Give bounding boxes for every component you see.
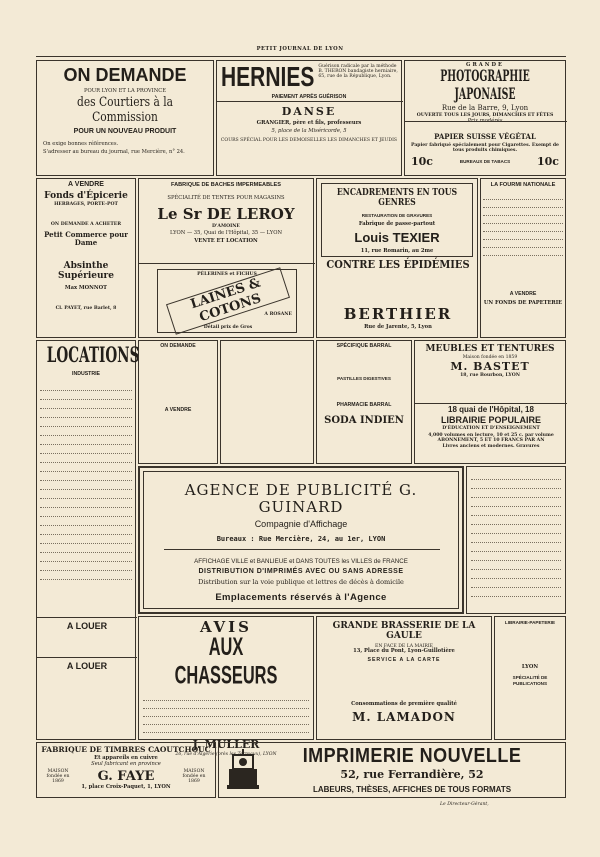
vendre-line5: Max MONNOT bbox=[64, 284, 108, 291]
page-header: PETIT JOURNAL DE LYON bbox=[256, 46, 344, 52]
guinard-inner bbox=[143, 471, 459, 609]
locations-title: LOCATIONS bbox=[46, 343, 140, 369]
mid-vendre: A VENDRE bbox=[164, 406, 192, 413]
guinard-sub: Compagnie d'Affichage bbox=[254, 518, 348, 529]
a-louer-2: A LOUER bbox=[66, 661, 108, 671]
baches-sub: SPÉCIALITÉ DE TENTES POUR MAGASINS bbox=[167, 195, 285, 202]
chasseurs-name: J. MULLER bbox=[192, 737, 260, 751]
fourmi-body bbox=[483, 192, 563, 272]
timbres-sub: Et appareils en cuivre bbox=[94, 754, 158, 761]
ad-brasserie bbox=[316, 616, 492, 740]
pharmacie: PHARMACIE BARRAL bbox=[336, 402, 392, 409]
hernies-title: HERNIES bbox=[221, 62, 315, 93]
epidemies-body bbox=[317, 274, 479, 306]
ad-guinard bbox=[138, 466, 464, 614]
meubles-addr: 18, rue Bourbon, LYON bbox=[460, 373, 520, 379]
ad-chasseurs bbox=[138, 616, 314, 758]
demande-sub3: POUR UN NOUVEAU PRODUIT bbox=[73, 127, 177, 135]
imprimerie-sub: LABEURS, THÈSES, AFFICHES DE TOUS FORMATS bbox=[312, 784, 512, 794]
photo-divider bbox=[405, 121, 567, 122]
maison-left: MAISON fondée en 1869 bbox=[46, 768, 70, 784]
hernies-note: Guérison radicale par la méthode B. THERON bandagiste herniaire, 65, rue de la République, Lyon. bbox=[318, 64, 398, 80]
pelerines: PÈLERINES et FICHUS bbox=[197, 272, 257, 277]
chasseurs-addr: 26, rue d'Algérie (près les Terreaux), LYON bbox=[175, 752, 277, 758]
right-lyon: LYON bbox=[521, 664, 539, 671]
fourmi-vendre: A VENDRE bbox=[509, 291, 537, 298]
librairie-title: LIBRAIRIE POPULAIRE bbox=[440, 415, 541, 426]
ad-baches bbox=[138, 178, 314, 338]
librairie-abonnement: ABONNEMENT, 5 ET 10 FRANCS PAR AN bbox=[437, 438, 545, 444]
danse-line1: GRANGIER, père et fils, professeurs bbox=[256, 119, 362, 126]
printing-press-icon bbox=[223, 747, 263, 793]
imprimerie-addr: 52, rue Ferrandière, 52 bbox=[340, 768, 484, 781]
baches-name-sub: D'AMOINE bbox=[212, 223, 240, 229]
right-body bbox=[495, 625, 565, 665]
maison-right: MAISON fondée en 1869 bbox=[182, 768, 206, 784]
ad-mid-col1 bbox=[138, 340, 218, 464]
brasserie-title: GRANDE BRASSERIE DE LA GAULE bbox=[332, 621, 476, 642]
laines-inner bbox=[157, 269, 297, 333]
rosane: A ROSANE bbox=[264, 312, 292, 317]
fourmi-title: LA FOURMI NATIONALE bbox=[490, 182, 556, 188]
chasseurs-pre: AVIS bbox=[199, 618, 253, 636]
demande-sub2: des Courtiers à la Commission bbox=[76, 94, 173, 125]
baches-title: FABRIQUE DE BACHES IMPERMEABLES bbox=[170, 182, 282, 188]
vendre-demande: ON DEMANDE A ACHETER bbox=[50, 221, 122, 227]
vendre-title: A VENDRE bbox=[68, 181, 104, 188]
ad-imprimerie bbox=[218, 742, 566, 798]
demande-sub1: POUR LYON ET LA PROVINCE bbox=[83, 87, 167, 94]
baches-divider bbox=[139, 263, 315, 264]
locations-divider1 bbox=[37, 617, 137, 618]
guinard-divider bbox=[164, 549, 440, 550]
baches-addr: LYON — 35, Quai de l'Hôpital, 35 — LYON bbox=[169, 229, 282, 236]
photo-addr: Rue de la Barre, 9, Lyon bbox=[441, 103, 529, 112]
mid-demande-body bbox=[139, 350, 217, 400]
a-louer-1: A LOUER bbox=[66, 621, 108, 631]
ad-hernies bbox=[216, 60, 402, 176]
ad-mid-col2 bbox=[220, 340, 314, 464]
ad-a-vendre-col bbox=[36, 178, 136, 338]
faye-name: G. FAYE bbox=[97, 768, 155, 784]
brasserie-service: SERVICE A LA CARTE bbox=[367, 656, 441, 663]
librairie-sub: D'ÉDUCATION ET D'ENSEIGNEMENT bbox=[442, 425, 540, 431]
faye-addr: 1, place Croix-Paquet, 1, LYON bbox=[81, 783, 171, 790]
berthier-addr: Rue de Jarente, 5, Lyon bbox=[364, 323, 432, 330]
baches-name: Le Sr DE LEROY bbox=[157, 205, 295, 224]
texier-sub2: Fabrique de passe-partout bbox=[358, 220, 436, 227]
hernies-sub: PAIEMENT APRÈS GUÉRISON bbox=[271, 94, 347, 100]
ad-locations bbox=[36, 340, 140, 740]
epidemies-title: CONTRE LES ÉPIDÉMIES bbox=[326, 258, 470, 271]
header-rule bbox=[36, 56, 566, 57]
vendre-line3: Petit Commerce pour Dame bbox=[44, 229, 128, 247]
guinard-line1: AFFICHAGE VILLE et BANLIEUE et DANS TOUTES les VILLES de FRANCE bbox=[194, 557, 408, 565]
berthier-title: BERTHIER bbox=[343, 304, 453, 323]
ad-fourmi bbox=[480, 178, 566, 338]
locations-divider2 bbox=[37, 657, 137, 658]
ad-right-col-low bbox=[494, 616, 566, 740]
photo-title: PHOTOGRAPHIE JAPONAISE bbox=[440, 66, 530, 103]
ad-mid-col3 bbox=[316, 340, 412, 464]
hernies-divider bbox=[217, 101, 403, 102]
locations-sub: INDUSTRIE bbox=[72, 370, 100, 377]
demande-body2: S'adresser au bureau du journal, rue Mercière, n° 24. bbox=[43, 148, 185, 155]
price-left: 10c bbox=[411, 155, 434, 169]
meubles-title: MEUBLES ET TENTURES bbox=[425, 344, 555, 354]
vendre-line1: Fonds d'Épicerie bbox=[44, 191, 128, 202]
danse-title: DANSE bbox=[281, 105, 337, 118]
papier-sub: Papier fabriqué spécialement pour Cigarettes. Exempt de tous produits chimiques. bbox=[411, 142, 559, 154]
pastilles: PASTILLES DIGESTIVES bbox=[337, 375, 391, 381]
demande-title: ON DEMANDE bbox=[63, 65, 187, 85]
meubles-divider bbox=[415, 403, 567, 404]
guinard-line2: DISTRIBUTION D'IMPRIMÉS AVEC OU SANS ADRESSE bbox=[198, 568, 404, 576]
brasserie-sub: EN FACE DE LA MAIRIE bbox=[374, 643, 434, 649]
right-specialite: SPÉCIALITÉ DE PUBLICATIONS bbox=[512, 675, 548, 686]
photo-open: OUVERTE TOUS LES JOURS, DIMANCHES ET FÊTES bbox=[416, 112, 554, 118]
brasserie-menu bbox=[317, 664, 491, 698]
papier-title: PAPIER SUISSE VÉGÉTAL bbox=[434, 131, 536, 141]
chasseurs-body bbox=[139, 693, 313, 737]
baches-vente: VENTE ET LOCATION bbox=[194, 237, 258, 244]
brasserie-addr: 13, Place du Pont, Lyon-Guillotière bbox=[353, 647, 455, 654]
laines-banner: LAINES & COTONS bbox=[166, 268, 290, 336]
ad-right-small bbox=[466, 466, 566, 614]
timbres-title: FABRIQUE DE TIMBRES CAOUTCHOUC bbox=[41, 745, 211, 754]
meubles-since: Maison fondée en 1859 bbox=[462, 355, 518, 361]
gerant-signature: Le Directeur-Gérant, bbox=[440, 802, 489, 807]
ad-photographie bbox=[404, 60, 566, 176]
photo-pre: GRANDE bbox=[466, 62, 504, 68]
price-right: 10c bbox=[536, 155, 559, 169]
mid-demande: ON DEMANDE bbox=[160, 343, 196, 349]
imprimerie-title: IMPRIMERIE NOUVELLE bbox=[302, 745, 522, 767]
right-librairie: LIBRAIRIE-PAPETERIE bbox=[504, 620, 556, 625]
demande-body1: On exige bonnes références. bbox=[43, 140, 119, 147]
locations-body bbox=[37, 378, 135, 588]
brasserie-conso: Consommations de première qualité bbox=[351, 700, 457, 707]
ad-timbres bbox=[36, 742, 216, 798]
timbres-sub2: Seul fabricant en province bbox=[91, 760, 161, 767]
librairie-livres: Livres anciens et modernes. Gravures bbox=[442, 444, 540, 450]
soda: SODA INDIEN bbox=[324, 415, 404, 427]
laines-detail: Détail prix de Gros bbox=[203, 324, 253, 330]
danse-line3: COURS SPÉCIAL POUR LES DEMOISELLES LES DIMANCHES ET JEUDIS bbox=[220, 137, 398, 143]
guinard-line3: Distribution sur la voie publique et lettres de décès à domicile bbox=[198, 578, 404, 587]
specifique: SPÉCIFIQUE BARRAL bbox=[336, 343, 392, 349]
chasseurs-title: AUX CHASSEURS bbox=[174, 633, 278, 690]
ad-texier bbox=[316, 178, 478, 338]
vendre-line4: Absinthe Supérieure bbox=[58, 261, 114, 282]
guinard-bureaux: Bureaux : Rue Mercière, 24, au 1er, LYON bbox=[216, 534, 386, 543]
ad-meubles bbox=[414, 340, 566, 464]
guinard-line4: Emplacements réservés à l'Agence bbox=[215, 591, 387, 603]
meubles-name: M. BASTET bbox=[450, 359, 530, 373]
meubles-quai: 18 quai de l'Hôpital, 18 bbox=[448, 405, 534, 414]
texier-title: ENCADREMENTS EN TOUS GENRES bbox=[336, 188, 458, 209]
fourmi-fonds: UN FONDS DE PAPETERIE bbox=[483, 300, 563, 307]
texier-inner bbox=[321, 183, 473, 257]
guinard-title: AGENCE DE PUBLICITÉ G. GUINARD bbox=[184, 481, 418, 517]
meubles-body bbox=[415, 379, 565, 401]
vendre-line2: HERBAGES, PORTE-POT bbox=[54, 202, 118, 208]
texier-sub: RESTAURATION DE GRAVURES bbox=[361, 212, 433, 218]
brasserie-name: M. LAMADON bbox=[352, 709, 456, 724]
librairie-volumes: 4,000 volumes en lecture, 10 et 25 c. par volume bbox=[428, 432, 554, 438]
danse-line2: 5, place de la Miséricorde, 5 bbox=[271, 127, 347, 134]
vendre-line6: Cl. PAYET, rue Barlet, 8 bbox=[55, 305, 117, 311]
photo-prix: Prix modérés bbox=[467, 117, 503, 124]
texier-name: Louis TEXIER bbox=[354, 229, 440, 245]
price-mid: BUREAUX DE TABACS bbox=[459, 159, 511, 165]
texier-addr: 11, rue Romarin, au 2me bbox=[360, 247, 434, 254]
ad-on-demande bbox=[36, 60, 214, 176]
